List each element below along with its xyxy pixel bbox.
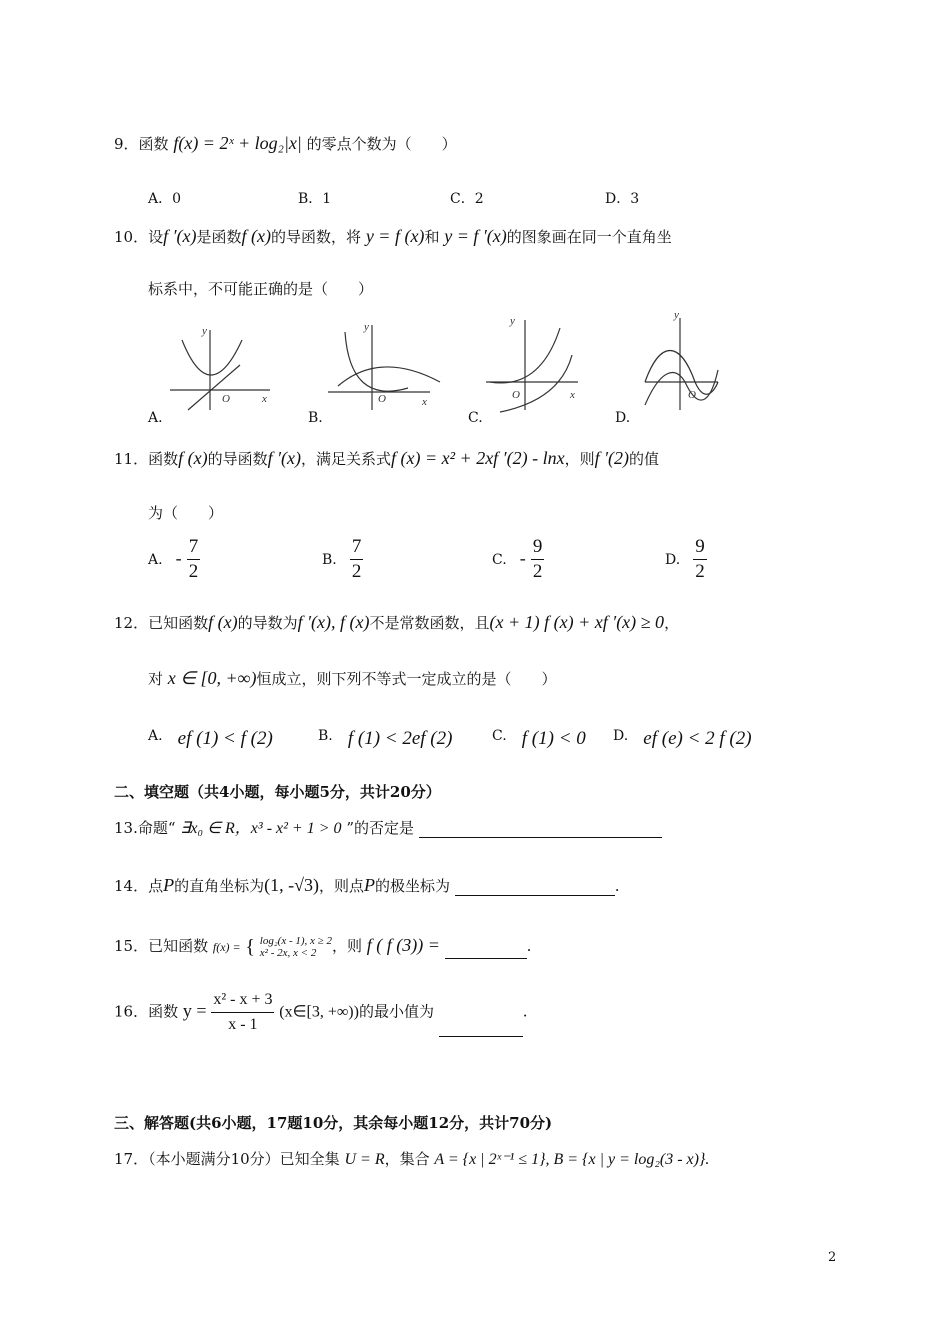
q15-expr: f ( f (3)) = [366,935,440,955]
q15-piecewise: log₂(x - 1), x ≥ 2 x² - 2x, x < 2 [259,935,332,959]
q12-option-b: B. f (1) < 2ef (2) [318,728,453,749]
graph-d [645,318,718,410]
graph-c-y-label: y [510,315,515,327]
q12-expr-2: f ′(x), f (x) [297,612,370,632]
q11-number: 11．函数 [114,450,179,468]
q12-text-1: 的导数为 [237,614,298,632]
page-number: 2 [828,1250,837,1265]
q11-option-b-fraction: $\frac{7}{2}$ [351,536,362,582]
graph-c [486,320,578,412]
graph-d-y-label: y [674,310,679,321]
q12-expr-1: f (x) [208,612,238,632]
section-2-heading: 二、填空题（共4小题，每小题5分，共计20分） [114,783,441,801]
q10-expr-4: y = f ′(x) [444,226,507,246]
q10-number: 10．设 [114,228,164,246]
graph-b-origin: O [378,393,386,405]
q11-option-d: D. $\frac{9}{2}$ [665,536,705,582]
graph-d-origin: O [688,389,696,401]
q10-expr-1: f ′(x) [163,226,197,246]
q14-answer-blank[interactable] [455,895,615,896]
q11-stem [114,448,659,469]
q10-text-1: 是函数 [196,228,242,246]
q10-stem [114,226,672,247]
q10-graphs [140,310,780,430]
q13-answer-blank[interactable] [419,837,662,838]
q9-option-b: B．1 [298,191,332,207]
graph-c-label: C. [468,410,483,426]
q12-text-3: ， [664,614,680,632]
q10-expr-2: f (x) [241,226,272,246]
q11-expr-1: f (x) [178,448,208,468]
q11-option-a-fraction: $\frac{7}{2}$ [188,536,199,582]
q13: 13.命题“ ∃x₀ ∈ R，x³ - x² + 1 > 0 ”的否定是 [114,815,662,838]
q9-stem [114,133,457,154]
q10-text-4: 的图象画在同一个直角坐 [506,228,672,246]
q16: 16．函数 y = $\frac{\text{x² - x + 3}}{x - 1}$ (x∈[3, +∞))的最小值为 . [114,988,528,1037]
q9-expression: f(x) = 2ˣ + log₂|x| [173,133,302,153]
q11-text-4: 的值 [629,450,660,468]
q15: 15．已知函数 f(x) = { log₂(x - 1), x ≥ 2 x² - 2x, x < 2 ，则 f ( f (3)) = . [114,935,532,959]
q12-expr-4: x ∈ [0, +∞) [167,668,257,688]
q15-answer-blank[interactable] [445,958,527,959]
q11-text-1: 的导函数 [207,450,268,468]
q11-option-c: C. - $\frac{9}{2}$ [492,536,543,582]
q10-text-3: 和 [424,228,440,246]
q17: 17．（本小题满分10分）已知全集 U = R，集合 A = {x | 2ˣ⁻¹ ≤ 1}, B = {x | y = log₂(3 - x)}. [114,1150,710,1168]
graph-c-curve-2 [500,355,572,412]
q10-expr-3: y = f (x) [365,226,425,246]
q11-expr-3: f (x) = x² + 2xf ′(2) - lnx [391,448,565,468]
graph-a-parabola [182,340,242,375]
q12-option-a: A. ef (1) < f (2) [148,728,273,749]
q16-fraction: $\frac{\text{x² - x + 3}}{x - 1}$ [211,988,274,1037]
graph-a-origin: O [222,393,230,405]
q11-option-c-fraction: $\frac{9}{2}$ [532,536,543,582]
graph-c-origin: O [512,389,520,401]
graph-a-label: A. [148,410,163,426]
graph-b-x-label: x [422,396,427,408]
q12-expr-3: (x + 1) f (x) + xf ′(x) ≥ 0 [489,612,665,632]
section-3-heading: 三、解答题(共6小题，17题10分，其余每小题12分，共计70分) [114,1114,553,1132]
q14: 14．点P的直角坐标为(1, -√3)，则点P的极坐标为 . [114,875,620,895]
q9-option-c: C．2 [450,191,484,207]
graph-b-curve-1 [345,332,408,391]
q16-answer-blank[interactable] [439,1036,523,1037]
q14-coord: (1, -√3) [264,875,319,895]
q11-option-b: B. $\frac{7}{2}$ [322,536,362,582]
graph-d-curve-2 [645,370,718,405]
graph-b-label: B. [308,410,323,426]
q9-tail: 的零点个数为（ ） [306,135,457,153]
q17-expr: A = {x | 2ˣ⁻¹ ≤ 1}, B = {x | y = log₂(3 - x)}. [434,1151,710,1168]
q11-line2: 为（ ） [148,504,224,522]
q13-expr: ∃x₀ ∈ R，x³ - x² + 1 > 0 [180,820,342,837]
graph-a [170,330,270,410]
q10-line2: 标系中，不可能正确的是（ ） [148,280,374,298]
q12-text-2: 不是常数函数，且 [369,614,490,632]
graph-b-y-label: y [364,321,369,333]
q11-text-2: ，满足关系式 [301,450,392,468]
q11-text-3: ，则 [564,450,595,468]
graph-d-label: D. [615,410,631,426]
q11-option-a: A. - $\frac{7}{2}$ [148,536,199,582]
q9-number: 9．函数 [114,135,169,153]
q11-option-d-fraction: $\frac{9}{2}$ [695,536,705,582]
q12-number: 12．已知函数 [114,614,209,632]
q12-stem [114,612,679,633]
graph-a-x-label: x [262,393,267,405]
q12-option-c: C. f (1) < 0 [492,728,586,749]
q11-expr-2: f ′(x) [267,448,302,468]
graph-d-curve-1 [645,351,718,395]
q12-option-d: D. ef (e) < 2 f (2) [613,728,752,749]
q11-expr-4: f ′(2) [594,448,630,468]
graph-a-line [188,365,240,410]
graph-a-y-label: y [202,325,207,337]
q9-option-a: A．0 [148,191,182,207]
graph-c-x-label: x [570,389,575,401]
q10-text-2: 的导函数，将 [271,228,362,246]
q12-line2: 对 x ∈ [0, +∞)恒成立，则下列不等式一定成立的是（ ） [148,668,557,688]
q9-option-d: D．3 [605,191,640,207]
